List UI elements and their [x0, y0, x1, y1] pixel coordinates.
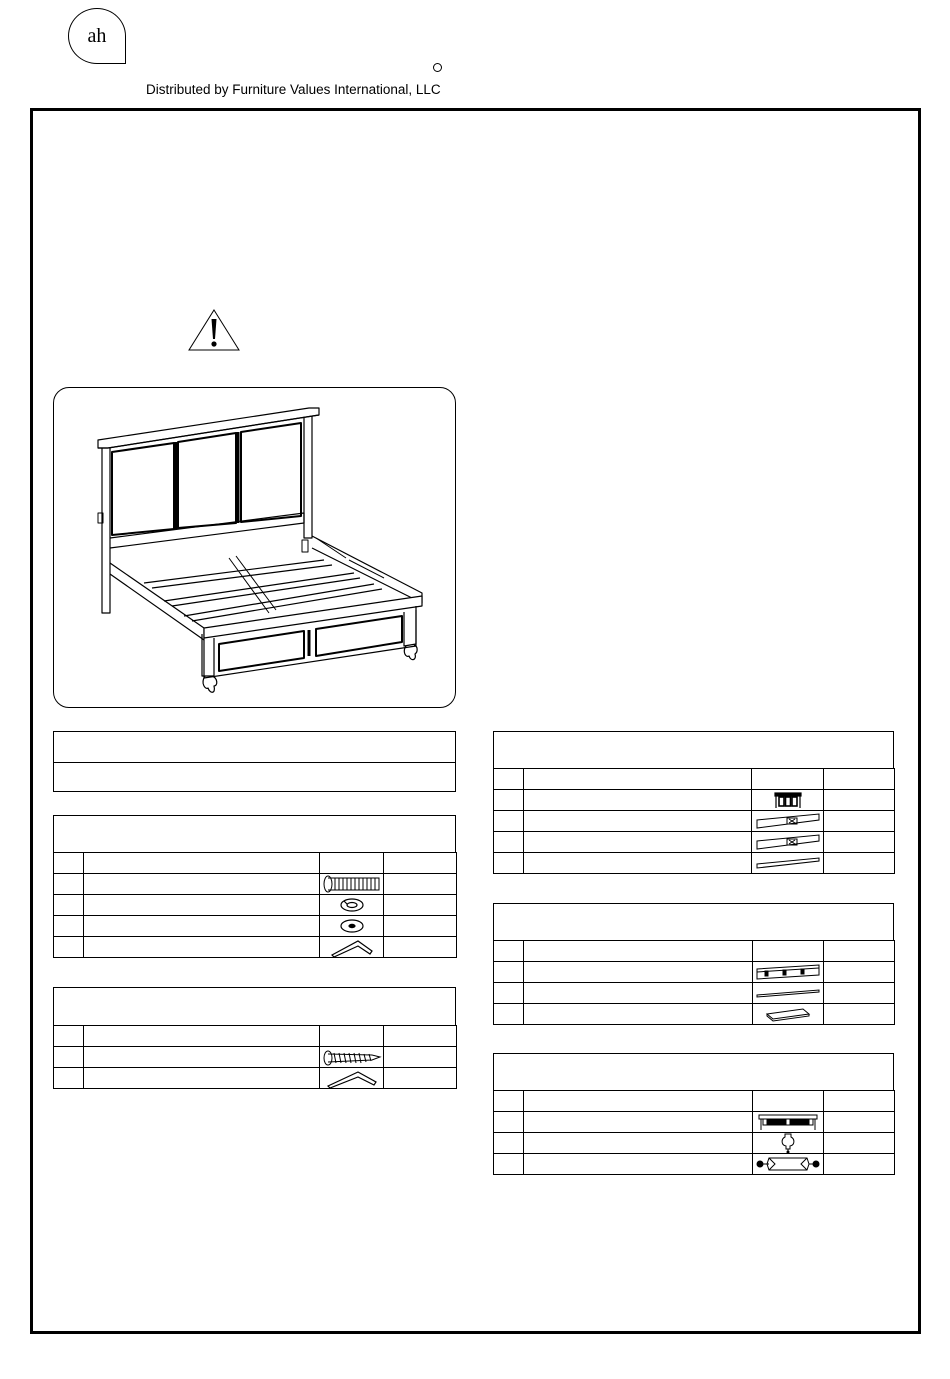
wood-screw-icon: [322, 1048, 382, 1066]
leg-icon: [778, 1133, 798, 1153]
brand-logo-text: ah: [87, 24, 107, 47]
board-icon: [763, 1006, 813, 1022]
table-row: [54, 916, 457, 937]
brand-logo: [68, 8, 126, 64]
parts-table-1: [493, 768, 895, 874]
table-row: [54, 1068, 457, 1089]
hardware-table-2: [53, 1025, 457, 1089]
center-rail-icon: [755, 963, 821, 981]
parts-table-2: [493, 940, 895, 1025]
allen-wrench-icon: [330, 937, 374, 957]
side-rail-icon: [755, 812, 821, 830]
registered-mark: [433, 63, 442, 72]
info-box-divider: [54, 762, 455, 763]
hardware-box-1-header: [53, 815, 456, 853]
table-row: [494, 1154, 895, 1175]
table-row: [494, 983, 895, 1004]
parts-box-3-header: [493, 1053, 894, 1091]
parts-table-3: [493, 1090, 895, 1175]
table-header-row: [494, 941, 895, 962]
table-row: [54, 937, 457, 958]
table-row: [494, 853, 895, 874]
table-row: [54, 874, 457, 895]
warning-icon: [188, 309, 240, 351]
table-row: [54, 1047, 457, 1068]
table-row: [54, 895, 457, 916]
table-header-row: [54, 1026, 457, 1047]
bed-illustration: [54, 388, 457, 709]
distributor-line: Distributed by Furniture Values International, LLC: [146, 82, 441, 97]
footboard-icon: [757, 1113, 819, 1131]
table-row: [494, 1133, 895, 1154]
table-row: [494, 811, 895, 832]
table-row: [494, 790, 895, 811]
table-row: [494, 1004, 895, 1025]
bolster-icon: [755, 1154, 821, 1174]
bed-illustration-panel: [53, 387, 456, 708]
headboard-icon: [773, 791, 803, 809]
parts-box-2-header: [493, 903, 894, 941]
flat-washer-icon: [338, 917, 366, 935]
table-header-row: [494, 1091, 895, 1112]
hardware-box-2-header: [53, 987, 456, 1026]
parts-box-1-header: [493, 731, 894, 769]
table-header-row: [54, 853, 457, 874]
bolt-icon: [323, 875, 381, 893]
info-box: [53, 731, 456, 792]
allen-wrench-icon: [326, 1068, 378, 1088]
table-row: [494, 962, 895, 983]
table-row: [494, 832, 895, 853]
slat-icon: [755, 856, 821, 870]
side-rail-icon: [755, 833, 821, 851]
lock-washer-icon: [338, 896, 366, 914]
table-header-row: [494, 769, 895, 790]
hardware-table-1: [53, 852, 457, 958]
thin-slat-icon: [755, 987, 821, 999]
table-row: [494, 1112, 895, 1133]
